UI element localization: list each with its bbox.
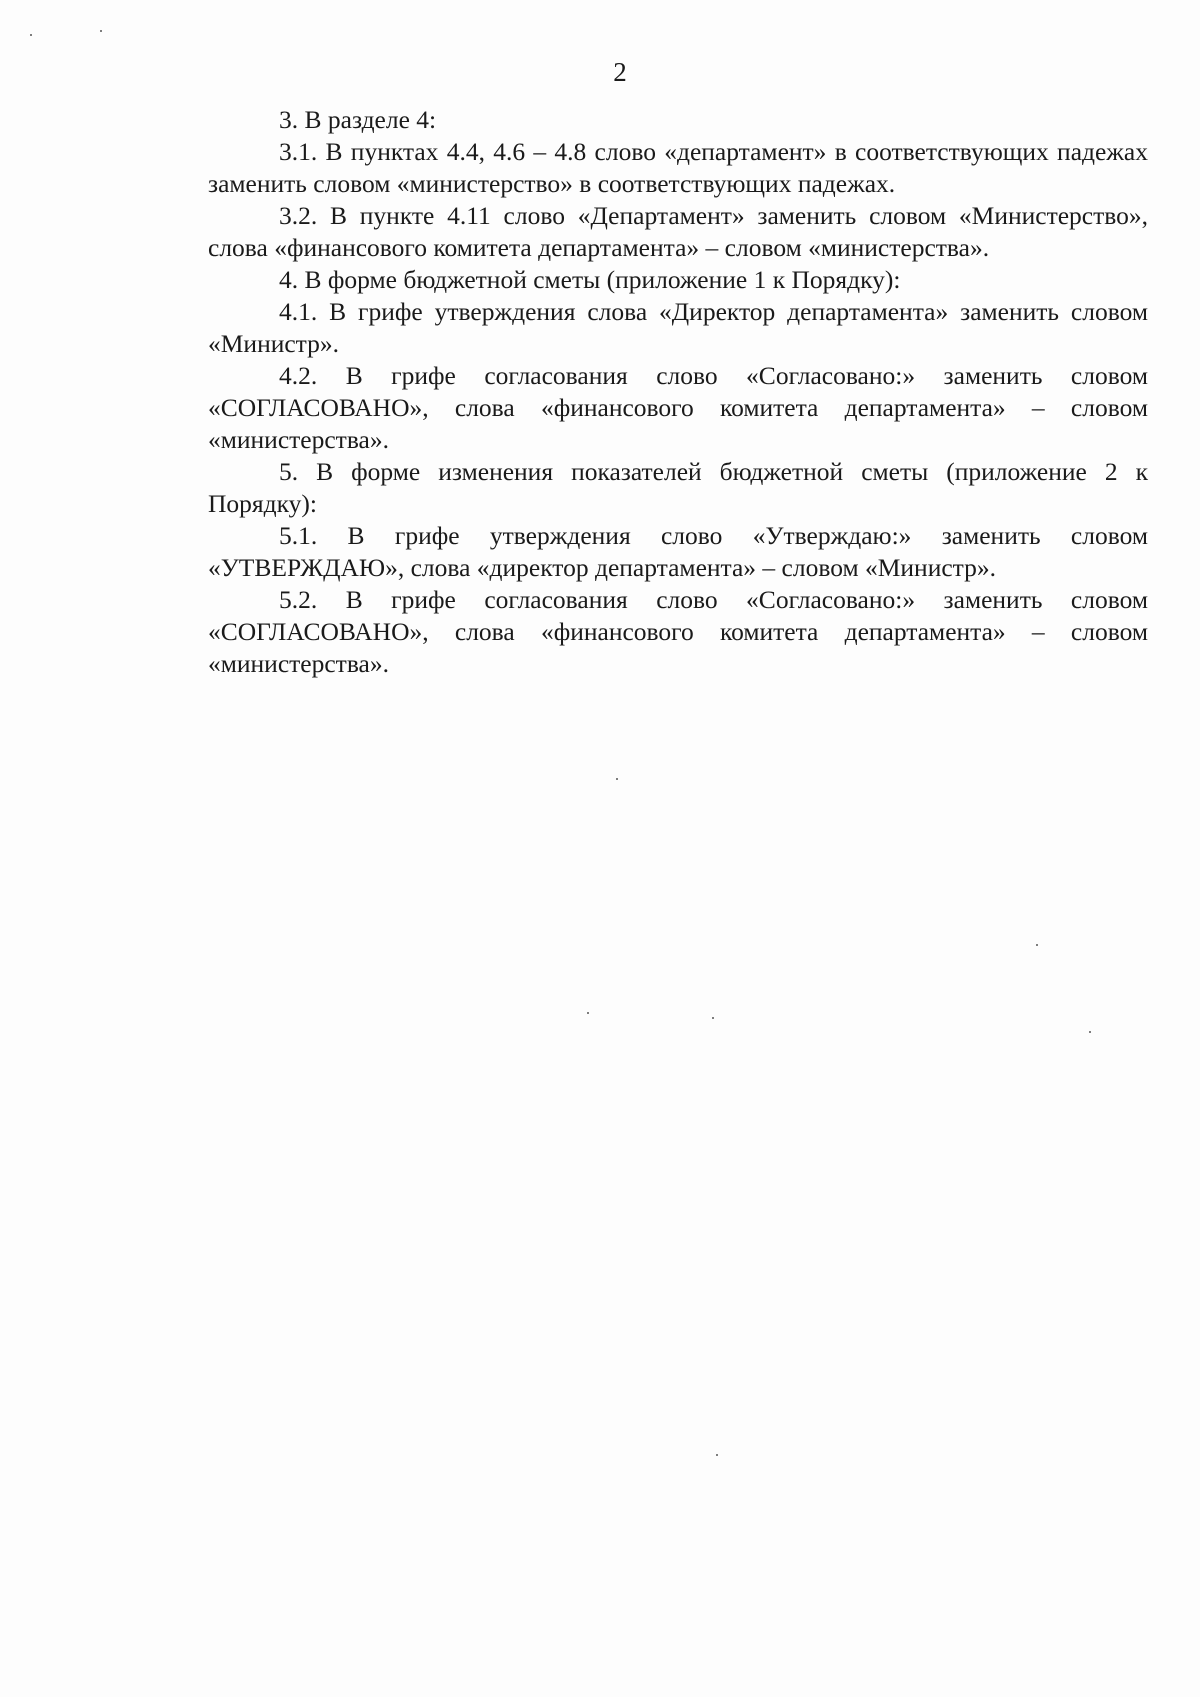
paragraph-5-1: 5.1. В грифе утверждения слово «Утверждаю:» заменить словом «УТВЕРЖДАЮ», слова «директор департамента» – словом «Министр». (208, 521, 1148, 582)
scan-speck (712, 1017, 714, 1019)
scan-speck (30, 34, 32, 36)
scan-speck (716, 1454, 718, 1456)
paragraph-4-2: 4.2. В грифе согласования слово «Согласовано:» заменить словом «СОГЛАСОВАНО», слова «финансового комитета департамента» – словом «министерства». (208, 361, 1148, 454)
scan-speck (587, 1012, 589, 1014)
paragraph-3-1: 3.1. В пунктах 4.4, 4.6 – 4.8 слово «департамент» в соответствующих падежах заменить словом «министерство» в соответствующих падежах. (208, 137, 1148, 198)
paragraph-3-2: 3.2. В пункте 4.11 слово «Департамент» заменить словом «Министерство», слова «финансового комитета департамента» – словом «министерства». (208, 201, 1148, 262)
paragraph-section-4: 4. В форме бюджетной сметы (приложение 1 к Порядку): (279, 265, 901, 294)
paragraph-4-1: 4.1. В грифе утверждения слова «Директор департамента» заменить словом «Министр». (208, 297, 1148, 358)
scan-speck (616, 778, 618, 780)
paragraph-section-5: 5. В форме изменения показателей бюджетной сметы (приложение 2 к Порядку): (208, 457, 1148, 518)
paragraph-5-2: 5.2. В грифе согласования слово «Согласовано:» заменить словом «СОГЛАСОВАНО», слова «финансового комитета департамента» – словом «министерства». (208, 585, 1148, 678)
paragraph-section-3: 3. В разделе 4: (279, 105, 437, 134)
scan-speck (1089, 1031, 1091, 1033)
document-body (208, 104, 1148, 680)
scan-speck (100, 30, 102, 32)
scan-speck (1036, 944, 1038, 946)
page-number: 2 (613, 57, 627, 87)
